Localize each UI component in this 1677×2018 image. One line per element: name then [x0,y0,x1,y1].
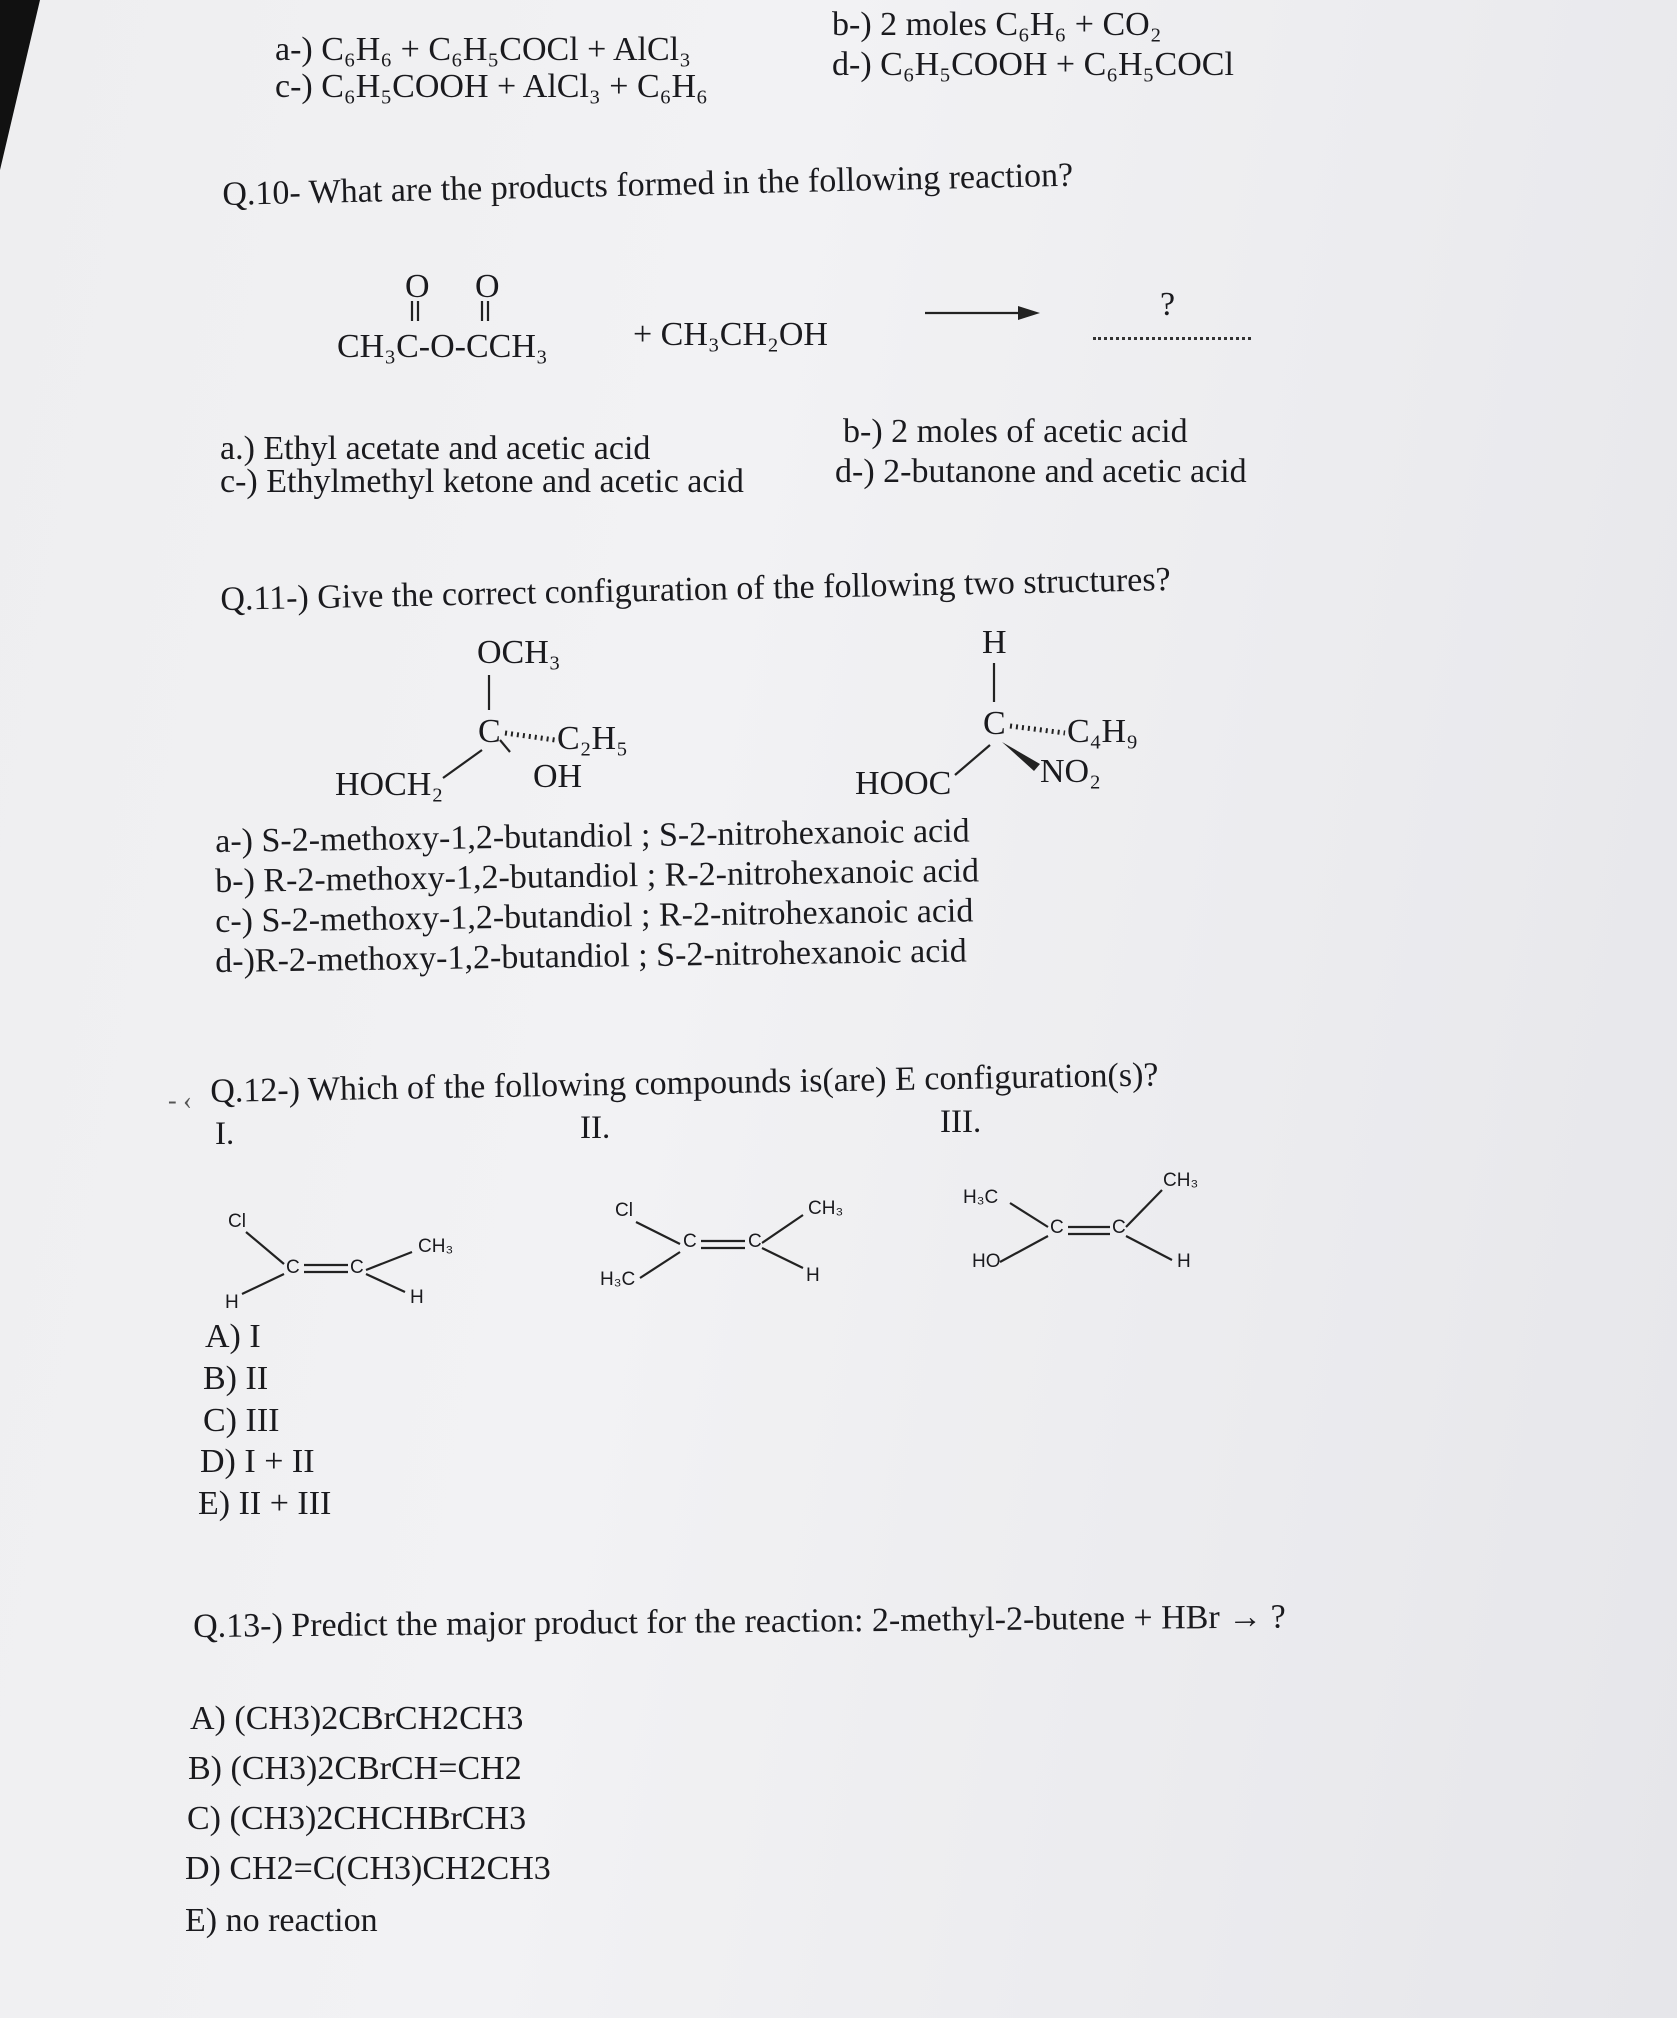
q12-c3-carbon2: C [1112,1217,1126,1238]
q11-s2-right: C₄H₉ [1067,713,1138,750]
q12-c3-bl: HO [972,1251,1001,1272]
q10-ethanol: + CH₃CH₂OH [633,316,828,353]
q12-c2-bl: H₃C [600,1269,636,1290]
q9-option-c: c-) C₆H₅COOH + AlCl₃ + C₆H₆ [275,68,708,105]
q12-question: Q.12-) Which of the following compounds is(are) E configuration(s)? [209,1056,1159,1110]
q10-option-d: d-) 2-butanone and acetic acid [835,453,1247,490]
q12-c2-tl: Cl [615,1200,633,1221]
q13-option-a: A) (CH3)2CBrCH2CH3 [190,1700,524,1737]
q13-option-b: B) (CH3)2CBrCH=CH2 [188,1750,522,1787]
q13-option-e: E) no reaction [185,1902,378,1939]
q13-option-c: C) (CH3)2CHCHBrCH3 [187,1800,527,1837]
q9-option-d: d-) C₆H₅COOH + C₆H₅COCl [832,46,1234,83]
q12-label-2: II. [580,1110,611,1146]
q13-option-d: D) CH2=C(CH3)CH2CH3 [185,1850,551,1887]
q12-c2-tr: CH₃ [808,1198,844,1219]
q12-c3-br: H [1177,1251,1191,1272]
q11-option-d: d-)R-2-methoxy-1,2-butandiol ; S-2-nitrohexanoic acid [214,932,968,980]
q12-c3-tr: CH₃ [1163,1170,1199,1191]
q10-option-c: c-) Ethylmethyl ketone and acetic acid [220,463,744,500]
q10-product-mark: ? [1160,286,1176,323]
q11-question: Q.11-) Give the correct configuration of the following two structures? [219,561,1171,618]
q9-option-b: b-) 2 moles C₆H₆ + CO₂ [832,6,1162,43]
q10-anhydride: CH₃C-O-CCH₃ [337,328,548,365]
q12-c1-carbon2: C [350,1257,364,1278]
q12-c1-tl: Cl [228,1211,246,1232]
q11-option-a: a-) S-2-methoxy-1,2-butandiol ; S-2-nitrohexanoic acid [214,812,970,860]
q12-option-a: A) I [205,1318,261,1355]
q12-c2-carbon1: C [683,1231,697,1252]
q11-s2-left: HOOC [855,765,952,802]
q12-c3-carbon1: C [1050,1217,1064,1238]
q12-label-1: I. [215,1116,235,1152]
q11-option-c: c-) S-2-methoxy-1,2-butandiol ; R-2-nitrohexanoic acid [214,892,974,940]
margin-mark: - ‹ [168,1086,192,1115]
q12-c1-br: H [410,1287,424,1308]
q11-s1-bottom: OH [533,758,583,795]
q10-option-b: b-) 2 moles of acetic acid [843,413,1188,450]
q10-option-a: a.) Ethyl acetate and acetic acid [220,430,651,467]
q11-s2-top: H [982,624,1007,661]
q11-s1-left: HOCH₂ [335,766,444,803]
q12-c1-carbon1: C [286,1257,300,1278]
q11-s1-right: C₂H₅ [557,720,628,757]
q11-s1-top: OCH₃ [477,634,561,671]
q12-label-3: III. [940,1104,982,1140]
q12-c3-tl: H₃C [963,1187,999,1208]
q12-option-c: C) III [203,1402,280,1439]
q11-option-b: b-) R-2-methoxy-1,2-butandiol ; R-2-nitrohexanoic acid [214,852,980,900]
q10-carbonyl-o1: O [405,268,430,305]
q10-question: Q.10- What are the products formed in the following reaction? [221,156,1074,213]
q12-option-e: E) II + III [198,1485,332,1522]
q12-c1-bl: H [225,1292,239,1313]
q12-c1-tr: CH₃ [418,1236,454,1257]
q9-option-a: a-) C₆H₆ + C₆H₅COCl + AlCl₃ [275,31,691,68]
q12-option-b: B) II [203,1360,269,1397]
q11-s1-center: C [478,713,501,750]
q12-c2-br: H [806,1265,820,1286]
q11-s2-bottom: NO₂ [1040,753,1101,790]
q12-option-d: D) I + II [200,1443,315,1480]
q13-question: Q.13-) Predict the major product for the reaction: 2-methyl-2-butene + HBr → ? [192,1598,1286,1645]
q11-s2-center: C [983,705,1006,742]
q10-carbonyl-o2: O [475,268,500,305]
q12-c2-carbon2: C [748,1231,762,1252]
